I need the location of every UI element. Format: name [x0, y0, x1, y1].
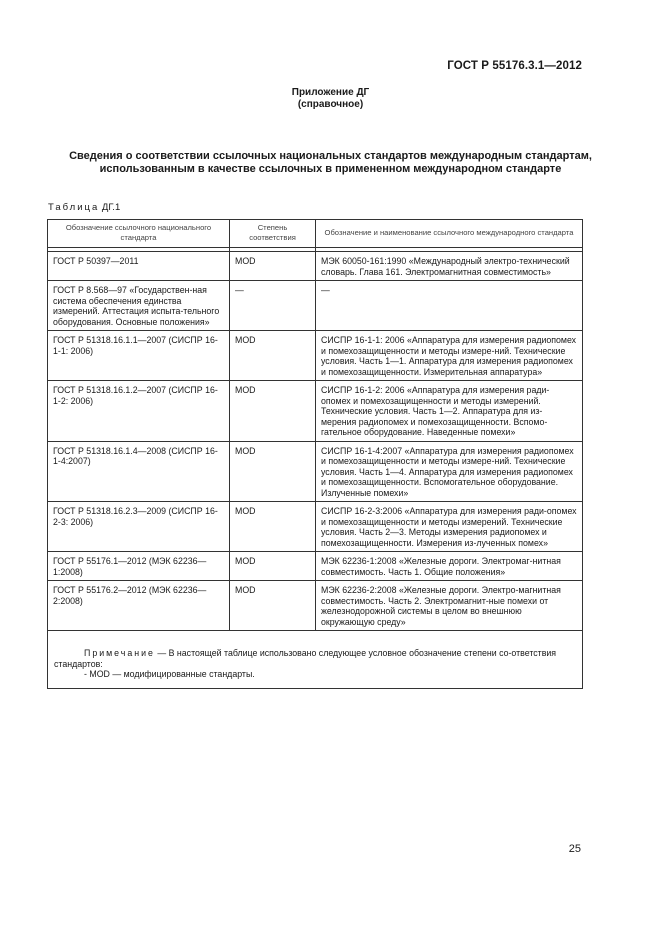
note-list-item: - MOD — модифицированные стандарты. [84, 669, 255, 679]
cell-national: ГОСТ Р 51318.16.2.3—2009 (СИСПР 16-2-3: 2006) [48, 502, 230, 552]
table-note-row [48, 631, 583, 689]
section-title-line2: использованным в качестве ссылочных в примененном международном стандарте [99, 163, 562, 175]
cell-degree: MOD [230, 441, 316, 502]
cell-degree: MOD [230, 252, 316, 281]
section-title [48, 150, 613, 176]
cell-international: МЭК 60050-161:1990 «Международный электро-технический словарь. Глава 161. Электромагнитная совместимость» [316, 252, 583, 281]
table-row [48, 381, 583, 442]
header-national-standard: Обозначение ссылочного национального стандарта [48, 220, 230, 248]
cell-national: ГОСТ Р 51318.16.1.4—2008 (СИСПР 16-1-4:2007) [48, 441, 230, 502]
table-row [48, 581, 583, 631]
note-label: Примечание [84, 648, 155, 658]
cell-national: ГОСТ Р 50397—2011 [48, 252, 230, 281]
section-title-line1: Сведения о соответствии ссылочных национальных стандартов международным стандартам, [69, 150, 592, 162]
cell-international: СИСПР 16-1-2: 2006 «Аппаратура для измерения ради-опомех и помехозащищенности и методы измерений. Технические условия. Часть 1—2. Аппаратура для из-мерения радиопомех и помехозащищенности. Вспомо-гательное оборудование. Наведенные помехи» [316, 381, 583, 442]
table-row [48, 441, 583, 502]
cell-international: МЭК 62236-1:2008 «Железные дороги. Электромаг-нитная совместимость. Часть 1. Общие положения» [316, 552, 583, 581]
cell-degree: MOD [230, 581, 316, 631]
cell-international: СИСПР 16-2-3:2006 «Аппаратура для измерения ради-опомех и помехозащищенности и методы измерений. Технические условия. Часть 2—3. Методы измерения радиопомех и помехозащищенности. Измерения из-лученных помех» [316, 502, 583, 552]
appendix-type: (справочное) [297, 99, 364, 110]
header-degree: Степень соответствия [230, 220, 316, 248]
table-caption-id: ДГ.1 [101, 202, 121, 213]
table-header-row [48, 220, 583, 248]
table-row [48, 281, 583, 331]
note-paragraph [54, 648, 576, 669]
cell-national: ГОСТ Р 8.568—97 «Государствен-ная система обеспечения единства измерений. Аттестация испыта-тельного оборудования. Основные положения» [48, 281, 230, 331]
cell-national: ГОСТ Р 55176.2—2012 (МЭК 62236—2:2008) [48, 581, 230, 631]
appendix-heading [0, 87, 661, 111]
note-text: — В настоящей таблице использовано следующее условное обозначение степени со-ответствия стандартов: [54, 648, 557, 669]
page-number: 25 [568, 843, 581, 855]
table-row [48, 252, 583, 281]
cell-degree: MOD [230, 552, 316, 581]
cell-degree: MOD [230, 331, 316, 381]
table-row [48, 502, 583, 552]
table-row [48, 552, 583, 581]
header-international-standard: Обозначение и наименование ссылочного международного стандарта [316, 220, 583, 248]
table-row [48, 331, 583, 381]
table-caption [48, 202, 120, 213]
cell-international: СИСПР 16-1-1: 2006 «Аппаратура для измерения радиопомех и помехозащищенности и методы измере-ний. Технические условия. Часть 1—1. Аппаратура для измерения радиопомех и помехозащищенности. Измерительная аппаратура» [316, 331, 583, 381]
cell-degree: MOD [230, 502, 316, 552]
table-caption-prefix: Таблица [48, 202, 100, 213]
cell-degree: MOD [230, 381, 316, 442]
cell-degree: — [230, 281, 316, 331]
cell-international: СИСПР 16-1-4:2007 «Аппаратура для измерения радиопомех и помехозащищенности и методы измере-ний. Технические условия. Часть 1—4. Аппаратура для измерения радиопомех и помехозащищенности. Вспомогательное оборудование. Излученные помехи» [316, 441, 583, 502]
cell-national: ГОСТ Р 51318.16.1.2—2007 (СИСПР 16-1-2: 2006) [48, 381, 230, 442]
appendix-title: Приложение ДГ [291, 87, 370, 98]
cell-international: — [316, 281, 583, 331]
document-code: ГОСТ Р 55176.3.1—2012 [447, 60, 582, 72]
cell-national: ГОСТ Р 55176.1—2012 (МЭК 62236—1:2008) [48, 552, 230, 581]
reference-standards-table [47, 219, 583, 689]
cell-national: ГОСТ Р 51318.16.1.1—2007 (СИСПР 16-1-1: 2006) [48, 331, 230, 381]
table-note [48, 631, 583, 689]
cell-international: МЭК 62236-2:2008 «Железные дороги. Электро-магнитная совместимость. Часть 2. Электромагнит-ные помехи от железнодорожной системы в целом во внешнюю окружающую среду» [316, 581, 583, 631]
